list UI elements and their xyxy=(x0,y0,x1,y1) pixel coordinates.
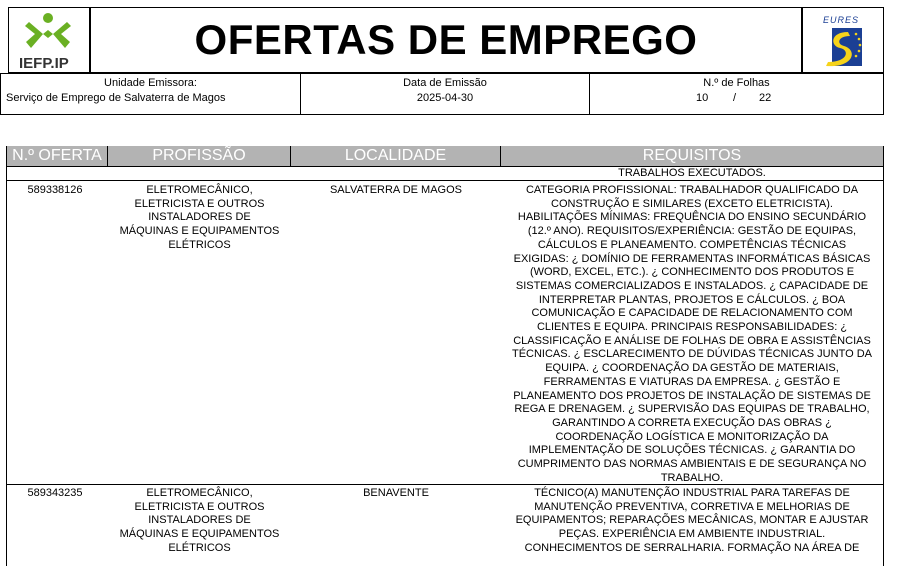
folhas-label: N.º de Folhas xyxy=(703,77,770,89)
folha-separator: / xyxy=(733,92,737,104)
cell-profissao: ELETROMECÂNICO, ELETRICISTA E OUTROS INSTALADORES DE MÁQUINAS E EQUIPAMENTOS ELÉTRICOS xyxy=(119,184,280,251)
folha-atual: 10 xyxy=(696,92,709,104)
iefp-logo-icon xyxy=(23,12,73,54)
cell-localidade: BENAVENTE xyxy=(363,487,429,499)
table-border-left xyxy=(6,146,7,566)
page-title-box xyxy=(90,7,802,73)
row-separator xyxy=(6,484,884,485)
unidade-label: Unidade Emissora: xyxy=(104,77,197,89)
data-emissao xyxy=(300,73,590,115)
col-header-profissao: PROFISSÃO xyxy=(108,146,291,166)
numero-folhas xyxy=(589,73,884,115)
unidade-value: Serviço de Emprego de Salvaterra de Magos xyxy=(6,92,226,104)
data-value: 2025-04-30 xyxy=(416,92,474,104)
eures-logo-text: EURES xyxy=(823,15,860,25)
col-header-requisitos: REQUISITOS xyxy=(501,146,883,166)
row-separator xyxy=(6,180,884,181)
page-title: OFERTAS DE EMPREGO xyxy=(194,16,698,63)
col-header-localidade: LOCALIDADE xyxy=(291,146,501,166)
unidade-emissora xyxy=(0,73,301,115)
eures-logo xyxy=(802,7,884,73)
folhas-total: 22 xyxy=(759,92,772,104)
cell-localidade: SALVATERRA DE MAGOS xyxy=(329,184,463,196)
cell-oferta: 589343235 xyxy=(27,487,83,499)
iefp-logo-text: IEFP.IP xyxy=(19,55,69,72)
data-label: Data de Emissão xyxy=(403,77,487,89)
table-border-right xyxy=(883,146,884,566)
cell-requisitos: TÉCNICO(A) MANUTENÇÃO INDUSTRIAL PARA TAREFAS DE MANUTENÇÃO PREVENTIVA, CORRETIVA E MELHORIAS DE EQUIPAMENTOS; REPARAÇÕES MECÂNICAS, MONTAR E AJUSTAR PEÇAS. EXPERIÊNCIA EM AMBIENTE INDUSTRIAL. CONHECIMENTOS DE SERRALHARIA. FORMAÇÃO NA ÁREA DE xyxy=(515,487,869,554)
cell-oferta: 589338126 xyxy=(27,184,83,196)
carry-over-text: TRABALHOS EXECUTADOS. xyxy=(618,167,766,179)
iefp-logo xyxy=(8,7,90,73)
cell-profissao: ELETROMECÂNICO, ELETRICISTA E OUTROS INSTALADORES DE MÁQUINAS E EQUIPAMENTOS ELÉTRICOS xyxy=(119,487,280,554)
col-header-oferta: N.º OFERTA xyxy=(7,146,108,166)
cell-requisitos: CATEGORIA PROFISSIONAL: TRABALHADOR QUALIFICADO DA CONSTRUÇÃO E SIMILARES (EXCETO ELETRICISTA). HABILITAÇÕES MÍNIMAS: FREQUÊNCIA DO ENSINO SECUNDÁRIO (12.º ANO). REQUISITOS/EXPERIÊNCIA: GESTÃO DE EQUIPAS, CÁLCULOS E PLANEAMENTO. COMPETÊNCIAS TÉCNICAS EXIGIDAS: ¿ DOMÍNIO DE FERRAMENTAS INFORMÁTICAS BÁSICAS (WORD, EXCEL, ETC.). ¿ CONHECIMENTO DOS PRODUTOS E SISTEMAS COMERCIALIZADOS E INSTALADOS. ¿ CAPACIDADE DE INTERPRETAR PLANTAS, PROJETOS E CÁLCULOS. ¿ BOA COMUNICAÇÃO E CAPACIDADE DE RELACIONAMENTO COM CLIENTES E EQUIPA. PRINCIPAIS RESPONSABILIDADES: ¿ CLASSIFICAÇÃO E ANÁLISE DE FOLHAS DE OBRA E ASSISTÊNCIAS TÉCNICAS. ¿ ESCLARECIMENTO DE DÚVIDAS TÉCNICAS JUNTO DA EQUIPA. ¿ COORDENAÇÃO DA GESTÃO DE MATERIAIS, FERRAMENTAS E VIATURAS DA EMPRESA. ¿ GESTÃO E PLANEAMENTO DOS PROJETOS DE INSTALAÇÃO DE SISTEMAS DE REGA E DRENAGEM. ¿ SUPERVISÃO DAS EQUIPAS DE TRABALHO, GARANTINDO A CORRETA EXECUÇÃO DAS OBRAS ¿ COORDENAÇÃO LOGÍSTICA E MONITORIZAÇÃO DA IMPLEMENTAÇÃO DE SOLUÇÕES TÉCNICAS. ¿ GARANTIA DO CUMPRIMENTO DAS NORMAS AMBIENTAIS E DE SEGURANÇA NO TRABALHO. xyxy=(511,184,872,484)
eures-logo-icon xyxy=(818,26,868,70)
